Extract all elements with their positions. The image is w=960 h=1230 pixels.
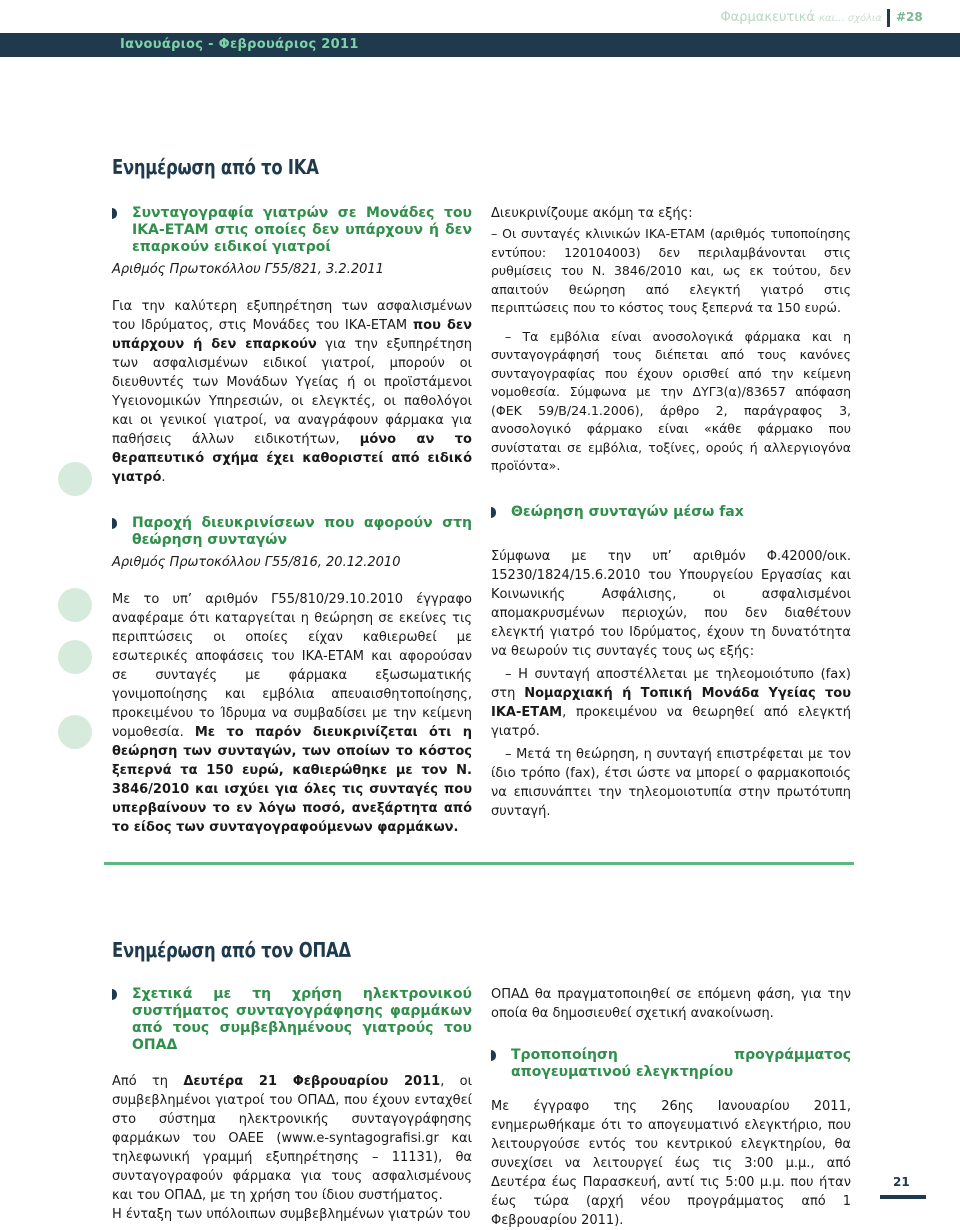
brand-logo [720,10,882,25]
article-paragraph: – Τα εμβόλια είναι ανοσολογικά φάρμακα και η συνταγογράφησή τους διέπεται από τους κανόνες συνταγογραφίας που έχουν ορισθεί από την κείμενη νομοθεσία. Σύμφωνα με την ΔΥΓ3(α)/83657 απόφαση (ΦΕΚ 59/Β/24.1.2006), άρθρο 2, παράγραφος 3, ανοσολογικό φάρμακο είναι «κάθε φάρμακο που συνίσταται σε εμβόλια, τοξίνες, ορούς ή αλλεργιογόνα προϊόντα». [491,328,851,473]
article-paragraph: Με το υπ’ αριθμόν Γ55/810/29.10.2010 έγγραφο αναφέραμε ότι καταργείται η θεώρηση σε εκείνες τις περιπτώσεις οι οποίες είχαν καθιερωθεί με εσωτερικές αποφάσεις του ΙΚΑ-ΕΤΑΜ και αφορούσαν σε συνταγές με φάρμακα εξωσωματικής γονιμοποίησης και εμβόλια απευαισθητοποίησης, προκειμένου το Ίδρυμα να συμβαδίσει με την κείμενη νομοθεσία. Με το παρόν διευκρινίζεται ότι η θεώρηση των συνταγών, των οποίων το κόστος ξεπερνά τα 150 ευρώ, καθιερώθηκε με τον Ν. 3846/2010 και ισχύει για όλες τις συνταγές που υπερβαίνουν το εν λόγω ποσό, ανεξάρτητα από το είδος των συνταγογραφούμενων φαρμάκων. [112,592,472,835]
article-paragraph: Σύμφωνα με την υπ’ αριθμόν Φ.42000/οικ. 15230/1824/15.6.2010 του Υπουργείου Εργασίας και Κοινωνικής Ασφάλισης, οι ασφαλισμένοι απομακρυσμένων περιοχών, που δεν διαθέτουν ελεγκτή γιατρό του Ιδρύματος, έχουν τη δυνατότητα να θεωρούν τις συνταγές τους ως εξής: [491,548,851,659]
brand-name: Φαρμακευτικά [720,10,815,25]
date-range: Ιανουάριος - Φεβρουάριος 2011 [120,37,359,52]
article-paragraph: – Μετά τη θεώρηση, η συνταγή επιστρέφεται με τον ίδιο τρόπο (fax), έτσι ώστε να μπορεί ο φαρμακοποιός να επισυνάπτει την τηλεομοιοτυπία στην πρωτότυπη συνταγή. [491,746,851,819]
article-paragraph: Για την καλύτερη εξυπηρέτηση των ασφαλισμένων του Ιδρύματος, στις Μονάδες του ΙΚΑ-ΕΤΑΜ που δεν υπάρχουν ή δεν επαρκούν για την εξυπηρέτηση των ασφαλισμένων ειδικοί γιατροί, μπορούν οι διευθυντές των Μονάδων Υγείας ή οι προϊστάμενοι Υγειονομικών Υπηρεσιών, οι ελεγκτές, οι παθολόγοι και οι γενικοί γιατροί, να αναγράφουν φάρμακα για παθήσεις άλλων ειδικοτήτων, μόνο αν το θεραπευτικό σχήμα έχει καθοριστεί από ειδικό γιατρό. [112,299,472,485]
protocol-reference: Αριθμός Πρωτοκόλλου Γ55/821, 3.2.2011 [112,262,384,277]
article-title: Τροποποίηση προγράμματος απογευματινού ελεγκτηρίου [491,1047,851,1081]
section-divider [104,862,854,865]
page-number: 21 [893,1175,910,1189]
page-number-rule [880,1195,926,1199]
issue-bar [887,9,890,27]
article-title: Συνταγογραφία γιατρών σε Μονάδες του ΙΚΑ-ΕΤΑΜ στις οποίες δεν υπάρχουν ή δεν επαρκούν ειδικοί γιατροί [112,205,472,256]
article-paragraph: Η ένταξη των υπόλοιπων συμβεβλημένων γιατρών του [112,1207,471,1222]
ika-right-column [491,204,851,821]
article-title: Θεώρηση συνταγών μέσω fax [491,504,851,521]
article-paragraph: Με έγγραφο της 26ης Ιανουαρίου 2011, ενημερωθήκαμε ότι το απογευματινό ελεγκτήριο, που λειτουργούσε εντός του κεντρικού ελεγκτηρίου, θα συνεχίσει να λειτουργεί έως τις 3:00 μ.μ., από Δευτέρα έως Παρασκευή, αντί τις 5:00 μ.μ. που ήταν έως τώρα (αρχή νέου προγράμματος από 1 Φεβρουαρίου 2011). [491,1099,851,1228]
opad-right-column [491,985,851,1230]
decorative-circle [58,715,92,749]
protocol-reference: Αριθμός Πρωτοκόλλου Γ55/816, 20.12.2010 [112,555,401,570]
article-title: Σχετικά με τη χρήση ηλεκτρονικού συστήματος συνταγογράφησης φαρμάκων από τους συμβεβλημένους γιατρούς του ΟΠΑΔ [112,986,472,1054]
decorative-circle [58,640,92,674]
article-paragraph: – Η συνταγή αποστέλλεται με τηλεομοιότυπο (fax) στη Νομαρχιακή ή Τοπική Μονάδα Υγείας του ΙΚΑ-ΕΤΑΜ, προκειμένου να θεωρηθεί από ελεγκτή γιατρό. [491,666,851,739]
article-paragraph: Διευκρινίζουμε ακόμη τα εξής: [491,206,693,221]
decorative-circle [58,588,92,622]
article-paragraph: – Οι συνταγές κλινικών ΙΚΑ-ΕΤΑΜ (αριθμός τυποποίησης εντύπου: 120104003) δεν περιλαμβάνονται στις ρυθμίσεις του Ν. 3846/2010 και, ως εκ τούτου, δεν απαιτούν θεώρηση από ελεγκτή γιατρό στις περιπτώσεις που το κόστος τους ξεπερνά τα 150 ευρώ. [491,226,851,315]
ika-left-column [112,205,472,837]
section-title-opad: Ενημέρωση από τον ΟΠΑΔ [112,938,351,962]
section-title-ika: Ενημέρωση από το ΙΚΑ [112,155,319,179]
decorative-circle [58,462,92,496]
brand-subtitle: και... σχόλια [819,13,882,24]
issue-number: #28 [896,10,923,24]
top-bar [0,33,960,57]
article-paragraph: Από τη Δευτέρα 21 Φεβρουαρίου 2011, οι συμβεβλημένοι γιατροί του ΟΠΑΔ, που έχουν ενταχθεί στο σύστημα ηλεκτρονικής συνταγογράφησης φαρμάκων του ΟΑΕΕ (www.e-syntagografisi.gr και τηλεφωνική γραμμή εξυπηρέτησης – 11131), θα συνταγογραφούν φάρμακα για τους ασφαλισμένους και του ΟΠΑΔ, με τη χρήση του ίδιου συστήματος. [112,1074,472,1203]
article-title: Παροχή διευκρινίσεων που αφορούν στη θεώρηση συνταγών [112,515,472,549]
opad-left-column [112,986,472,1224]
article-paragraph: ΟΠΑΔ θα πραγματοποιηθεί σε επόμενη φάση, για την οποία θα δημοσιευθεί σχετική ανακοίνωση. [491,987,851,1021]
